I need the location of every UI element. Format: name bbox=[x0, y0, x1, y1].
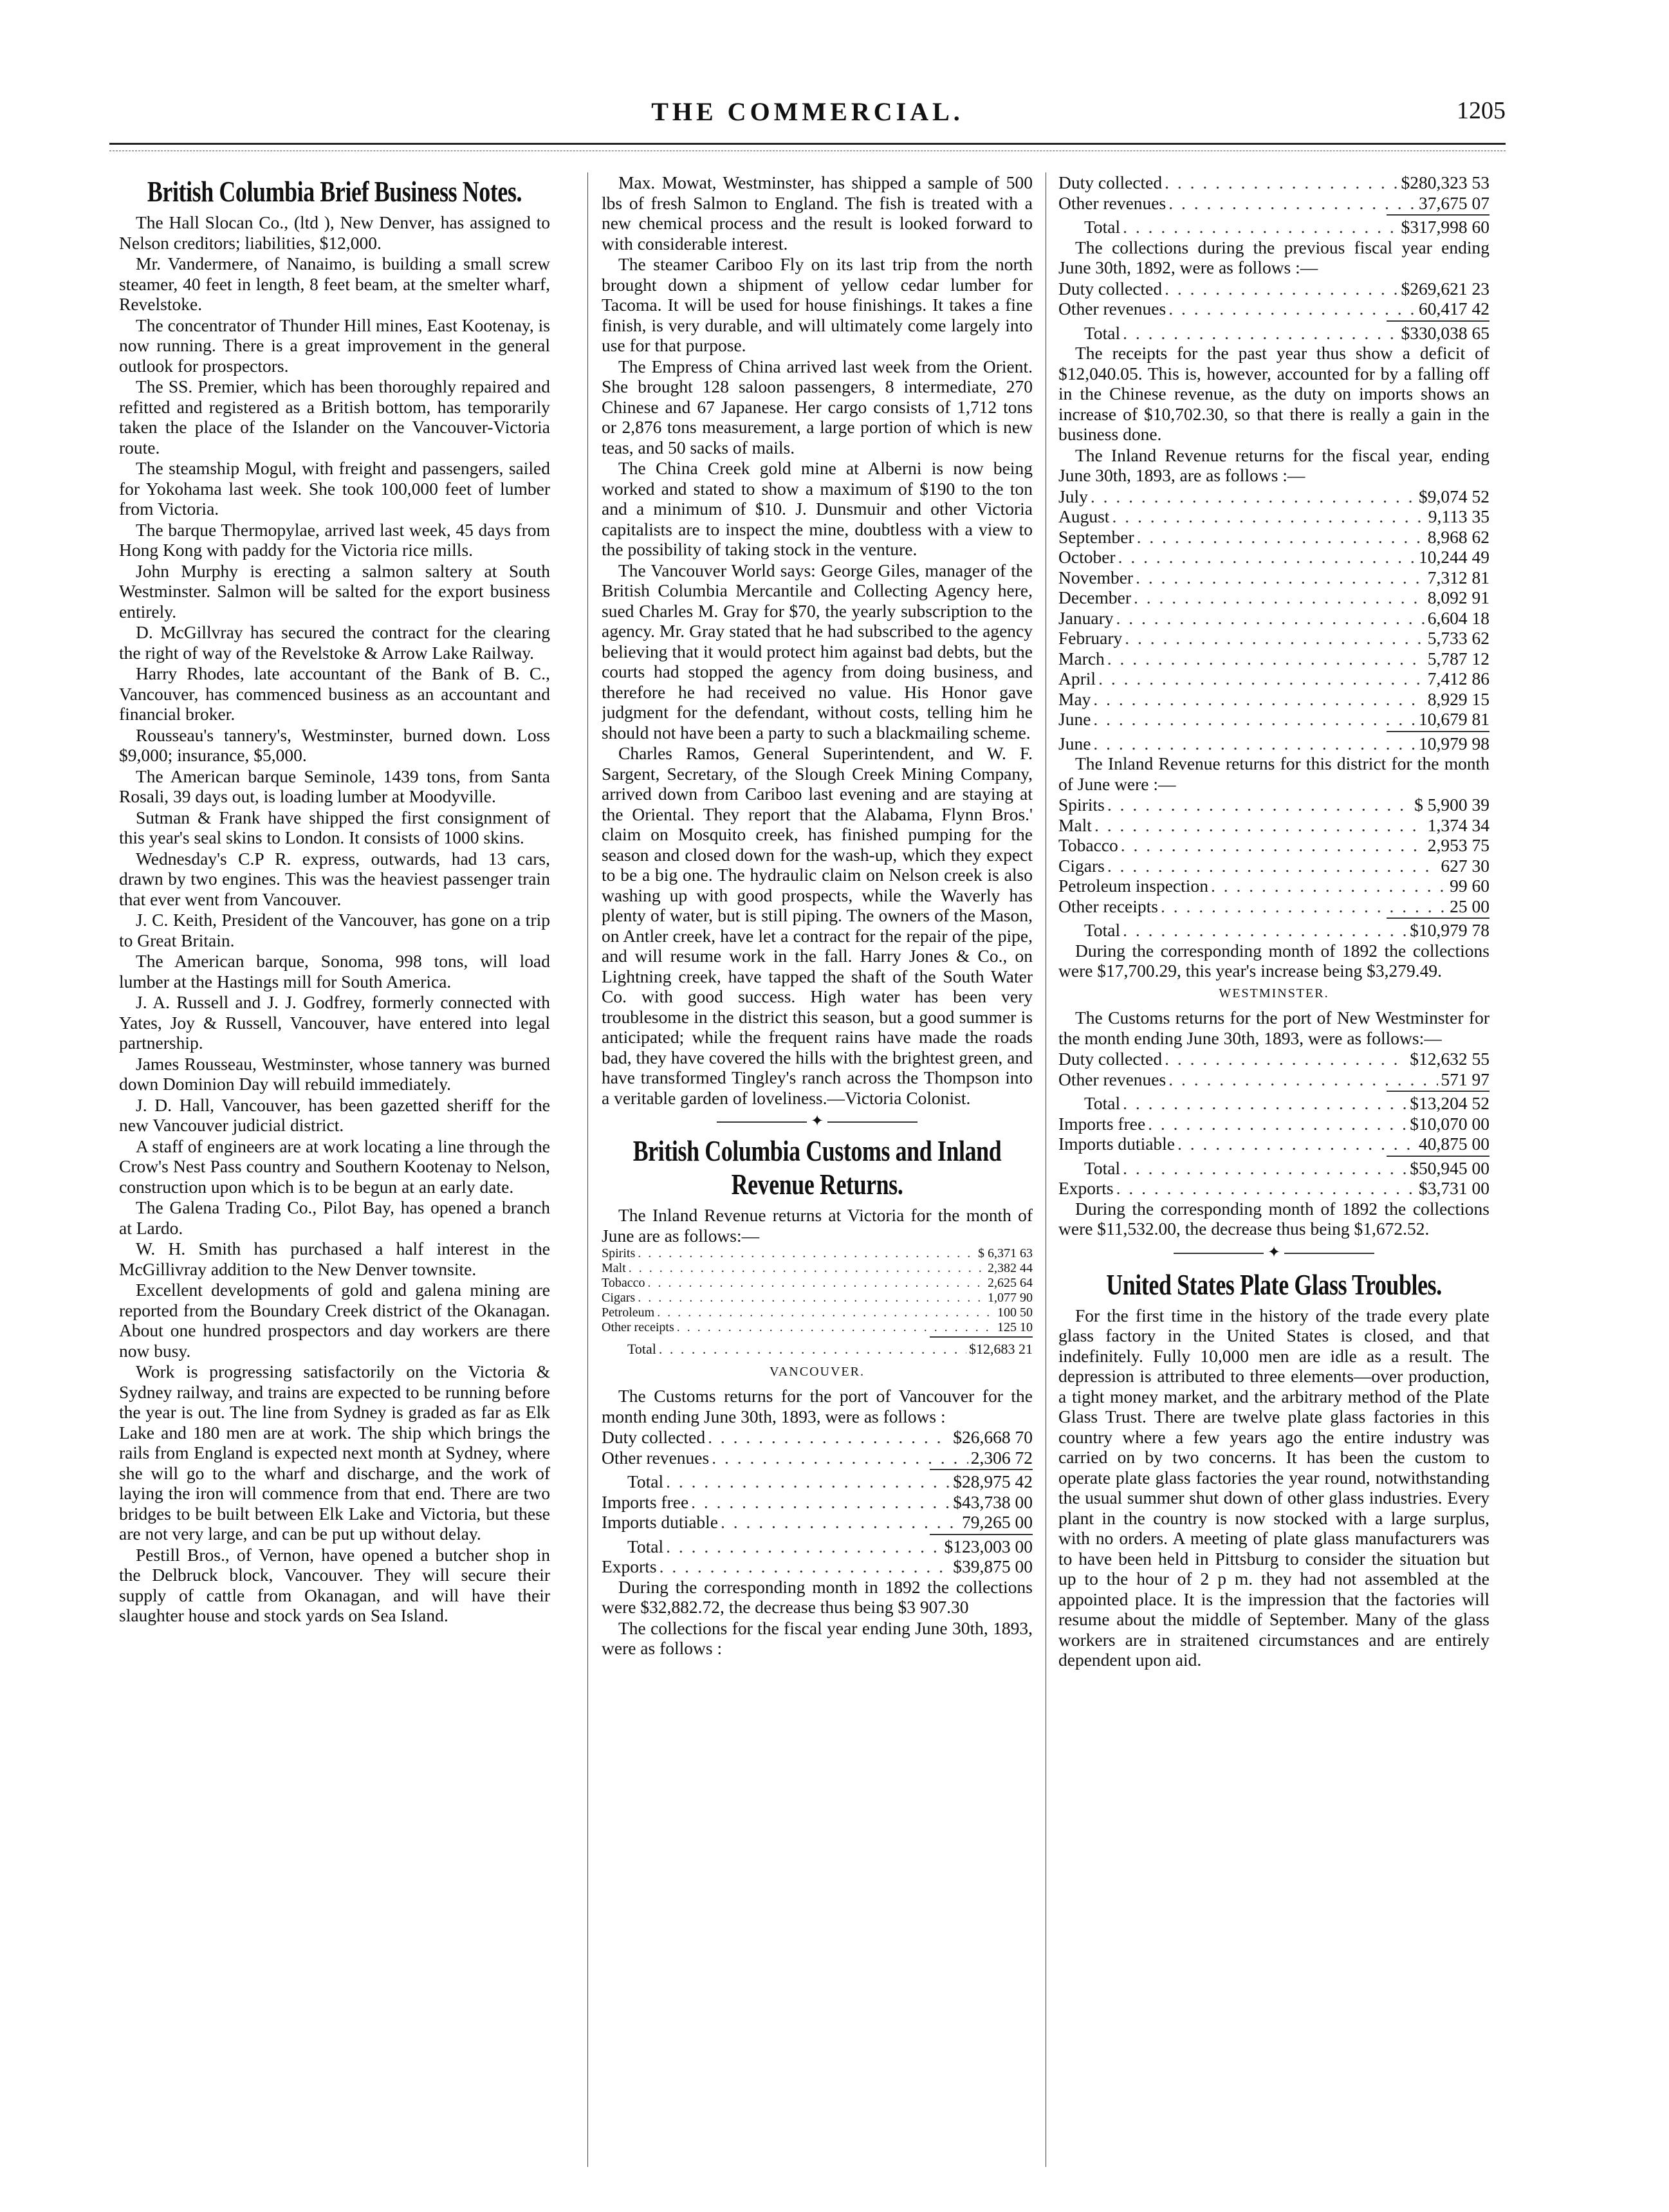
subheading: WESTMINSTER. bbox=[1219, 986, 1329, 1000]
paragraph: The collections during the previous fiscal year ending June 30th, 1892, were as follows :— bbox=[1058, 237, 1489, 277]
paragraph: Work is progressing satisfactorily on the Victoria & Sydney railway, and trains are expected to be running before the year is out. The line from Sydney is graded as far as Elk Lake and 180 men are at work. The ship which brings the rails from England is expected next month at Sydney, where she will go to the wharf and discharge, and the work of laying the iron will commence from that end. There are two bridges to be built between Elk Lake and Victoria, but these are not very large, and can be put up without delay. bbox=[119, 1361, 550, 1544]
paragraph: The concentrator of Thunder Hill mines, East Kootenay, is now running. There is a great improvement in the general outlook for prospectors. bbox=[119, 315, 550, 376]
row-label: Spirits bbox=[1058, 795, 1105, 815]
leader-dots bbox=[1107, 795, 1412, 815]
row-amount: 9,113 35 bbox=[1428, 506, 1489, 526]
leader-dots bbox=[1093, 689, 1425, 710]
column-business-notes bbox=[119, 172, 550, 2173]
leader-dots bbox=[1116, 608, 1425, 629]
row-label: November bbox=[1058, 567, 1134, 587]
paragraph: Pestill Bros., of Vernon, have opened a butcher shop in the Delbruck block, Vancouver. They will secure their supply of cattle from Okanagan, and will have their slaughter house and stock yards on Sea Island. bbox=[119, 1544, 550, 1625]
row-amount: $269,621 23 bbox=[1401, 278, 1489, 299]
row-label: March bbox=[1058, 648, 1105, 668]
row-amount: 79,265 00 bbox=[962, 1512, 1033, 1532]
paragraph: The Customs returns for the port of Vancouver for the month ending June 30th, 1893, were as follows : bbox=[602, 1386, 1033, 1426]
paragraph: John Murphy is erecting a salmon saltery at South Westminster. Salmon will be salted for the export business entirely. bbox=[119, 560, 550, 622]
row-amount: $9,074 52 bbox=[1419, 486, 1489, 506]
table-row bbox=[602, 1246, 1033, 1261]
row-label: Cigars bbox=[602, 1291, 636, 1305]
sum-rule bbox=[1387, 1156, 1489, 1157]
row-label: April bbox=[1058, 668, 1096, 688]
paragraph: James Rousseau, Westminster, whose tannery was burned down Dominion Day will rebuild immediately. bbox=[119, 1053, 550, 1094]
row-amount: 6,604 18 bbox=[1427, 607, 1489, 628]
table-row: Total . . . $330,038 65 bbox=[1058, 323, 1489, 344]
table-row bbox=[1058, 1134, 1489, 1154]
row-amount: 2,382 44 bbox=[988, 1261, 1033, 1275]
row-label: Spirits bbox=[602, 1246, 636, 1260]
table-row bbox=[1058, 649, 1489, 669]
monthly-returns-table bbox=[1058, 486, 1489, 730]
row-label: Duty collected bbox=[602, 1427, 706, 1447]
table-row bbox=[1058, 876, 1489, 896]
table-row bbox=[602, 1320, 1033, 1335]
leader-dots bbox=[1211, 876, 1447, 896]
paragraph: The Inland Revenue returns for the fiscal year, ending June 30th, 1893, are as follows :— bbox=[1058, 445, 1489, 485]
table-row bbox=[1058, 547, 1489, 567]
section-heading: British Columbia Customs and Inland Revenue Returns. bbox=[632, 1134, 1002, 1201]
table-row bbox=[602, 1427, 1033, 1448]
leader-dots bbox=[1136, 567, 1425, 588]
row-label: Malt bbox=[602, 1261, 626, 1275]
row-amount: 60,417 42 bbox=[1419, 299, 1489, 318]
row-label: May bbox=[1058, 688, 1091, 709]
row-amount: 40,875 00 bbox=[1419, 1134, 1489, 1154]
row-amount: 8,929 15 bbox=[1427, 688, 1489, 709]
paragraph: Mr. Vandermere, of Nanaimo, is building a small screw steamer, 40 feet in length, 8 feet beam, at the smelter wharf, Revelstoke. bbox=[119, 253, 550, 314]
table-row bbox=[1058, 527, 1489, 548]
column-returns bbox=[1058, 172, 1489, 2173]
sum-rule bbox=[1387, 1091, 1489, 1092]
table-row bbox=[1058, 896, 1489, 917]
table-row bbox=[1058, 486, 1489, 507]
paragraph: The Hall Slocan Co., (ltd ), New Denver, has assigned to Nelson creditors; liabilities, $12,000. bbox=[119, 212, 550, 253]
paragraph: During the corresponding month in 1892 the collections were $32,882.72, the decrease thus being $3 907.30 bbox=[602, 1576, 1033, 1617]
row-amount: 7,312 81 bbox=[1427, 567, 1489, 587]
paragraph: A staff of engineers are at work locating a line through the Crow's Nest Pass country and Southern Kootenay to Nelson, construction upon which is to be begun at an early date. bbox=[119, 1136, 550, 1197]
row-amount: 2,953 75 bbox=[1427, 835, 1489, 855]
table-row bbox=[602, 1448, 1033, 1468]
paragraph: The receipts for the past year thus show a deficit of $12,040.05. This is, however, accounted for by a falling off in the Chinese revenue, as the duty on imports shows an increase of $10,702.30, so that there is really a gain in the business done. bbox=[1058, 343, 1489, 444]
leader-dots bbox=[1168, 193, 1416, 214]
row-amount: 5,733 62 bbox=[1427, 628, 1489, 648]
leader-dots bbox=[647, 1276, 985, 1291]
table-row bbox=[1058, 193, 1489, 214]
vancouver-imports-table bbox=[602, 1492, 1033, 1533]
paragraph: Rousseau's tannery's, Westminster, burned down. Loss $9,000; insurance, $5,000. bbox=[119, 724, 550, 765]
row-label: Other revenues bbox=[602, 1447, 710, 1468]
row-label: Cigars bbox=[1058, 855, 1105, 876]
row-amount: 8,968 62 bbox=[1427, 526, 1489, 547]
table-row: Total . . . $12,683 21 bbox=[602, 1339, 1033, 1359]
leader-dots bbox=[1134, 587, 1425, 608]
paragraph: During the corresponding month of 1892 the collections were $11,532.00, the decrease thus being $1,672.52. bbox=[1058, 1198, 1489, 1239]
paragraph: Harry Rhodes, late accountant of the Bank of B. C., Vancouver, has commenced business as an accountant and financial broker. bbox=[119, 663, 550, 724]
row-amount: 25 00 bbox=[1450, 896, 1489, 916]
row-label: February bbox=[1058, 628, 1123, 648]
row-label: Petroleum bbox=[602, 1305, 655, 1320]
row-amount: 99 60 bbox=[1450, 876, 1489, 896]
row-amount: 571 97 bbox=[1441, 1069, 1489, 1089]
row-amount: 37,675 07 bbox=[1419, 192, 1489, 213]
row-amount: 8,092 91 bbox=[1427, 587, 1489, 607]
leader-dots bbox=[712, 1448, 968, 1468]
row-amount: 627 30 bbox=[1441, 855, 1489, 876]
leader-dots bbox=[708, 1427, 950, 1448]
header-rule bbox=[109, 143, 1506, 145]
leader-dots bbox=[1165, 279, 1398, 299]
leader-dots bbox=[1118, 547, 1416, 567]
leader-dots bbox=[1161, 896, 1447, 917]
paragraph: Charles Ramos, General Superintendent, and W. F. Sargent, Secretary, of the Slough Creek Mining Company, arrived down from Cariboo last evening and are staying at the Oriental. They report that the Alabama, Flynn Bros.' claim on Mosquito creek, has finished pumping for the season and closed down for the wash-up, which they expect to be a big one. The hydraulic claim on Nelson creek is also washing up with good prospects, while the Waverly has plenty of water, but is still piping. The owners of the Mason, on Antler creek, have let a contract for the repair of the pipe, and will resume work in the fall. Harry Jones & Co., on Lightning creek, have tapped the shaft of the South Water Co. with good success. High water has been very troublesome in the district this season, but a good summer is anticipated; while the frequent rains have made the roads bad, they have covered the hills with the brightest green, and have transformed Tingley's ranch across the Thompson into a veritable garden of loveliness.—Victoria Colonist. bbox=[602, 743, 1033, 1108]
table-row: Total . . . $317,998 60 bbox=[1058, 217, 1489, 237]
table-row bbox=[602, 1305, 1033, 1320]
sum-rule bbox=[1387, 214, 1489, 216]
subheading: VANCOUVER. bbox=[770, 1364, 865, 1379]
sum-rule bbox=[930, 1469, 1033, 1470]
article-body bbox=[602, 172, 1033, 1108]
ornament-divider: ✦ bbox=[602, 1109, 1033, 1134]
page-number: 1205 bbox=[1457, 97, 1506, 124]
table-row bbox=[1058, 299, 1489, 319]
row-amount: $280,323 53 bbox=[1401, 172, 1489, 192]
leader-dots bbox=[721, 1512, 959, 1533]
table-row: Total . . . $50,945 00 bbox=[1058, 1158, 1489, 1179]
leader-dots bbox=[1137, 527, 1425, 548]
leader-dots bbox=[1168, 299, 1416, 319]
article-body bbox=[119, 212, 550, 1626]
row-label: December bbox=[1058, 587, 1131, 607]
table-row bbox=[602, 1291, 1033, 1305]
row-label: January bbox=[1058, 607, 1114, 628]
table-row: Total . . . $10,979 78 bbox=[1058, 920, 1489, 941]
table-row bbox=[1058, 172, 1489, 193]
row-amount: 10,244 49 bbox=[1419, 547, 1489, 567]
page-header bbox=[109, 97, 1506, 135]
paragraph: The Galena Trading Co., Pilot Bay, has opened a branch at Lardo. bbox=[119, 1197, 550, 1238]
leader-dots bbox=[629, 1261, 985, 1276]
row-label: August bbox=[1058, 506, 1110, 526]
row-amount: $ 5,900 39 bbox=[1414, 795, 1489, 815]
row-amount: 1,374 34 bbox=[1427, 815, 1489, 835]
row-label: Other revenues bbox=[1058, 299, 1166, 318]
table-row bbox=[1058, 608, 1489, 629]
sum-rule bbox=[930, 1336, 1033, 1338]
row-label: Imports dutiable bbox=[1058, 1134, 1176, 1154]
row-label: Other receipts bbox=[1058, 896, 1158, 916]
paragraph: J. A. Russell and J. J. Godfrey, formerly connected with Yates, Joy & Russell, Vancouver, have entered into legal partnership. bbox=[119, 992, 550, 1053]
row-amount: $12,632 55 bbox=[1410, 1049, 1489, 1069]
table-row: Exports . . . $3,731 00 bbox=[1058, 1178, 1489, 1199]
paragraph: Max. Mowat, Westminster, has shipped a sample of 500 lbs of fresh Salmon to England. The fish is treated with a new chemical process and the result is looked forward to with considerable interest. bbox=[602, 172, 1033, 253]
table-row bbox=[602, 1512, 1033, 1533]
table-row bbox=[1058, 279, 1489, 299]
row-label: June bbox=[1058, 709, 1091, 729]
table-row: Total . . . $28,975 42 bbox=[602, 1471, 1033, 1492]
leader-dots bbox=[1112, 506, 1425, 527]
leader-dots bbox=[1121, 835, 1425, 856]
leader-dots bbox=[677, 1320, 995, 1335]
table-row bbox=[1058, 506, 1489, 527]
row-label: Other receipts bbox=[602, 1320, 674, 1334]
row-amount: $ 6,371 63 bbox=[978, 1246, 1033, 1260]
leader-dots bbox=[638, 1246, 975, 1261]
table-row bbox=[1058, 1114, 1489, 1134]
paragraph: D. McGillvray has secured the contract for the clearing the right of way of the Revelstoke & Arrow Lake Railway. bbox=[119, 622, 550, 663]
row-label: Other revenues bbox=[1058, 1069, 1166, 1089]
leader-dots bbox=[638, 1291, 985, 1305]
vancouver-table bbox=[602, 1427, 1033, 1468]
table-row bbox=[1058, 835, 1489, 856]
paragraph: Excellent developments of gold and galena mining are reported from the Boundary Creek district of the Okanagan. About one hundred prospectors and day workers are there now busy. bbox=[119, 1280, 550, 1361]
table-row: Total . . . $13,204 52 bbox=[1058, 1093, 1489, 1114]
leader-dots bbox=[1148, 1114, 1407, 1134]
table-row bbox=[1058, 856, 1489, 876]
paragraph: J. C. Keith, President of the Vancouver, has gone on a trip to Great Britain. bbox=[119, 910, 550, 950]
leader-dots bbox=[657, 1305, 995, 1320]
table-row bbox=[1058, 628, 1489, 649]
row-label: Duty collected bbox=[1058, 1049, 1163, 1069]
row-label: Imports free bbox=[602, 1491, 689, 1512]
row-label: Duty collected bbox=[1058, 278, 1163, 299]
row-amount: 5,787 12 bbox=[1427, 648, 1489, 668]
row-label: Petroleum inspection bbox=[1058, 876, 1208, 896]
section-heading: British Columbia Brief Business Notes. bbox=[147, 175, 522, 208]
column-divider bbox=[587, 172, 588, 2167]
section-heading: United States Plate Glass Troubles. bbox=[1106, 1267, 1442, 1301]
row-amount: 1,077 90 bbox=[988, 1291, 1033, 1305]
row-label: Imports free bbox=[1058, 1113, 1146, 1134]
table-row bbox=[1058, 689, 1489, 710]
row-amount: $43,738 00 bbox=[953, 1491, 1033, 1512]
table-row bbox=[1058, 795, 1489, 815]
row-label: September bbox=[1058, 526, 1134, 547]
table-row bbox=[1058, 567, 1489, 588]
westminster-table bbox=[1058, 1049, 1489, 1089]
table-row: June . . . 10,979 98 bbox=[1058, 733, 1489, 754]
paragraph: Sutman & Frank have shipped the first consignment of this year's seal skins to London. It consists of 1000 skins. bbox=[119, 807, 550, 847]
sum-rule bbox=[1387, 320, 1489, 322]
table-row bbox=[602, 1492, 1033, 1513]
row-label: Tobacco bbox=[602, 1276, 645, 1290]
leader-dots bbox=[1093, 709, 1416, 730]
table-row bbox=[1058, 668, 1489, 689]
leader-dots bbox=[1168, 1069, 1438, 1090]
row-amount: 10,679 81 bbox=[1419, 709, 1489, 729]
row-label: Malt bbox=[1058, 815, 1092, 835]
table-row bbox=[602, 1276, 1033, 1291]
row-amount: 2,306 72 bbox=[970, 1447, 1033, 1468]
leader-dots bbox=[1177, 1134, 1416, 1154]
leader-dots bbox=[1165, 1049, 1407, 1069]
june-returns-table bbox=[1058, 795, 1489, 916]
sum-rule bbox=[1387, 917, 1489, 919]
row-label: October bbox=[1058, 547, 1116, 567]
row-label: July bbox=[1058, 486, 1088, 506]
paragraph: The steamer Cariboo Fly on its last trip from the north brought down a shipment of yellow cedar lumber for Tacoma. It will be used for house finishings. It takes a fine finish, is very durable, and will ultimately come largely into use for that purpose. bbox=[602, 254, 1033, 355]
table-row bbox=[1058, 709, 1489, 730]
paragraph: The steamship Mogul, with freight and passengers, sailed for Yokohama last week. She took 100,000 feet of lumber from Victoria. bbox=[119, 458, 550, 519]
customs-prev-table bbox=[1058, 279, 1489, 319]
table-row bbox=[1058, 587, 1489, 608]
row-label: Imports dutiable bbox=[602, 1512, 719, 1532]
table-row bbox=[1058, 815, 1489, 836]
sum-rule bbox=[1387, 731, 1489, 732]
row-amount: $10,070 00 bbox=[1410, 1113, 1489, 1134]
paragraph: The Inland Revenue returns for this district for the month of June were :— bbox=[1058, 753, 1489, 794]
victoria-inland-table bbox=[602, 1246, 1033, 1335]
leader-dots bbox=[1091, 486, 1416, 507]
paragraph: The SS. Premier, which has been thoroughly repaired and refitted and registered as a British bottom, has temporarily taken the place of the Islander on the Vancouver-Victoria route. bbox=[119, 376, 550, 457]
paragraph: Wednesday's C.P R. express, outwards, had 13 cars, drawn by two engines. This was the heaviest passenger train that ever went from Vancouver. bbox=[119, 848, 550, 909]
masthead: THE COMMERCIAL. bbox=[651, 97, 964, 126]
column-customs bbox=[602, 172, 1033, 2173]
paragraph: For the first time in the history of the trade every plate glass factory in the United States is closed, and that indefinitely. Fully 10,000 men are idle as a result. The depression is attributed to three elements—over production, a tight money market, and the arbitrary method of the Plate Glass Trust. There are twelve plate glass factories in this country where a few years ago the entire industry was carried on by two concerns. It has been the custom to operate plate glass factories the year round, notwithstanding the usual summer shut down of other glass industries. Every plant in the country is now stocked with a large surplus, with no orders. A meeting of plate glass manufacturers was to have been held in Pittsburg to consider the situation but up to the hour of 2 p m. they had not assembled at the appointed place. It is the impression that the factories will resume about the middle of September. Many of the glass workers are in straitened circumstances and are entirely dependent upon aid. bbox=[1058, 1305, 1489, 1670]
paragraph: W. H. Smith has purchased a half interest in the McGillivray addition to the New Denver townsite. bbox=[119, 1239, 550, 1279]
table-row: Total . . . $123,003 00 bbox=[602, 1536, 1033, 1557]
paragraph: The Empress of China arrived last week from the Orient. She brought 128 saloon passengers, 8 intermediate, 270 Chinese and 67 Japanese. Her cargo consists of 1,712 tons or 2,876 tons measurement, a large portion of which is new teas, and 50 sacks of mails. bbox=[602, 356, 1033, 457]
row-amount: 7,412 86 bbox=[1427, 668, 1489, 688]
customs-table bbox=[1058, 172, 1489, 213]
paragraph: The Vancouver World says: George Giles, manager of the British Columbia Mercantile and Collecting Agency here, sued Charles M. Gray for $70, the yearly subscription to the agency. Mr. Gray stated that he had subscribed to the agency believing that it would protect him against bad debts, but the courts had stopped the agency from doing business, and therefore he had received no value. His Honor gave judgment for the defendant, without costs, telling him he should not have been a party to such a blackmailing scheme. bbox=[602, 560, 1033, 742]
paragraph: The barque Thermopylae, arrived last week, 45 days from Hong Kong with paddy for the Victoria rice mills. bbox=[119, 519, 550, 560]
row-amount: 100 50 bbox=[997, 1305, 1033, 1320]
leader-dots bbox=[1094, 815, 1425, 836]
westminster-imports-table bbox=[1058, 1114, 1489, 1154]
table-row bbox=[602, 1261, 1033, 1276]
row-label: Tobacco bbox=[1058, 835, 1118, 855]
row-amount: 2,625 64 bbox=[988, 1276, 1033, 1290]
table-row bbox=[1058, 1049, 1489, 1069]
leader-dots bbox=[1125, 628, 1425, 649]
row-label: Duty collected bbox=[1058, 172, 1163, 192]
leader-dots bbox=[1107, 856, 1439, 876]
row-label: Other revenues bbox=[1058, 192, 1166, 213]
paragraph: The American barque Seminole, 1439 tons, from Santa Rosali, 39 days out, is loading lumber at Moodyville. bbox=[119, 766, 550, 806]
paragraph: J. D. Hall, Vancouver, has been gazetted sheriff for the new Vancouver judicial district. bbox=[119, 1094, 550, 1135]
paragraph: The American barque, Sonoma, 998 tons, will load lumber at the Hastings mill for South America. bbox=[119, 951, 550, 991]
paragraph: The Inland Revenue returns at Victoria for the month of June are as follows:— bbox=[602, 1205, 1033, 1246]
ornament-divider: ✦ bbox=[1058, 1240, 1489, 1266]
article-body bbox=[602, 1577, 1033, 1659]
row-amount: 125 10 bbox=[997, 1320, 1033, 1334]
sum-rule bbox=[930, 1534, 1033, 1535]
paragraph: The China Creek gold mine at Alberni is now being worked and stated to show a maximum of $190 to the ton and a minimum of $10. J. Dunsmuir and other Victoria capitalists are to inspect the mine, doubtless with a view to the possibility of taking stock in the venture. bbox=[602, 458, 1033, 559]
table-row bbox=[1058, 1069, 1489, 1090]
paragraph: The collections for the fiscal year ending June 30th, 1893, were as follows : bbox=[602, 1618, 1033, 1658]
leader-dots bbox=[1107, 649, 1425, 669]
leader-dots bbox=[691, 1492, 950, 1513]
paragraph: During the corresponding month of 1892 the collections were $17,700.29, this year's increase being $3,279.49. bbox=[1058, 940, 1489, 981]
leader-dots bbox=[1165, 172, 1398, 193]
table-row: Exports . . . $39,875 00 bbox=[602, 1556, 1033, 1577]
row-amount: $26,668 70 bbox=[953, 1427, 1033, 1447]
paragraph: The Customs returns for the port of New Westminster for the month ending June 30th, 1893, were as follows:— bbox=[1058, 1008, 1489, 1048]
leader-dots bbox=[1098, 668, 1425, 689]
